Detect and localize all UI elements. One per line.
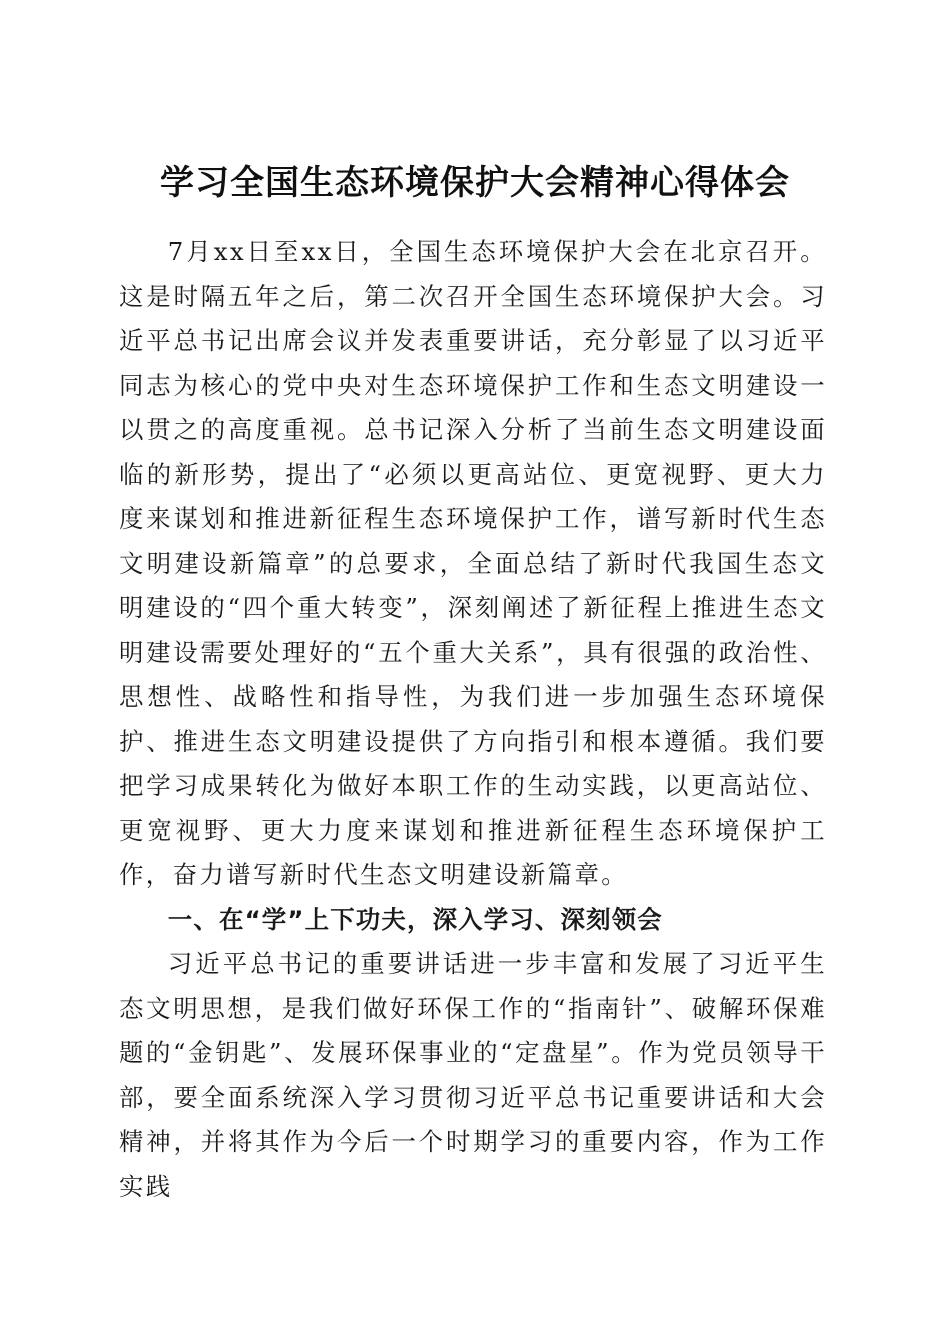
document-title: 学习全国生态环境保护大会精神心得体会 xyxy=(160,162,790,203)
document-body xyxy=(119,230,827,1209)
section-heading: 一、在“学”上下功夫，深入学习、深刻领会 xyxy=(167,904,663,934)
section-paragraph: 习近平总书记的重要讲话进一步丰富和发展了习近平生态文明思想，是我们做好环保工作的“指南针”、破解环保难题的“金钥匙”、发展环保事业的“定盘星”。作为党员领导干部，要全面系统深入学习贯彻习近平总书记重要讲话和大会精神，并将其作为今后一个时期学习的重要内容，作为工作实践 xyxy=(119,949,827,1201)
intro-paragraph: 7月xx日至xx日，全国生态环境保护大会在北京召开。这是时隔五年之后，第二次召开全国生态环境保护大会。习近平总书记出席会议并发表重要讲话，充分彰显了以习近平同志为核心的党中央对生态环境保护工作和生态文明建设一以贯之的高度重视。总书记深入分析了当前生态文明建设面临的新形势，提出了“必须以更高站位、更宽视野、更大力度来谋划和推进新征程生态环境保护工作，谱写新时代生态文明建设新篇章”的总要求，全面总结了新时代我国生态文明建设的“四个重大转变”，深刻阐述了新征程上推进生态文明建设需要处理好的“五个重大关系”，具有很强的政治性、思想性、战略性和指导性，为我们进一步加强生态环境保护、推进生态文明建设提供了方向指引和根本遵循。我们要把学习成果转化为做好本职工作的生动实践，以更高站位、更宽视野、更大力度来谋划和推进新征程生态环境保护工作，奋力谱写新时代生态文明建设新篇章。 xyxy=(119,237,827,889)
